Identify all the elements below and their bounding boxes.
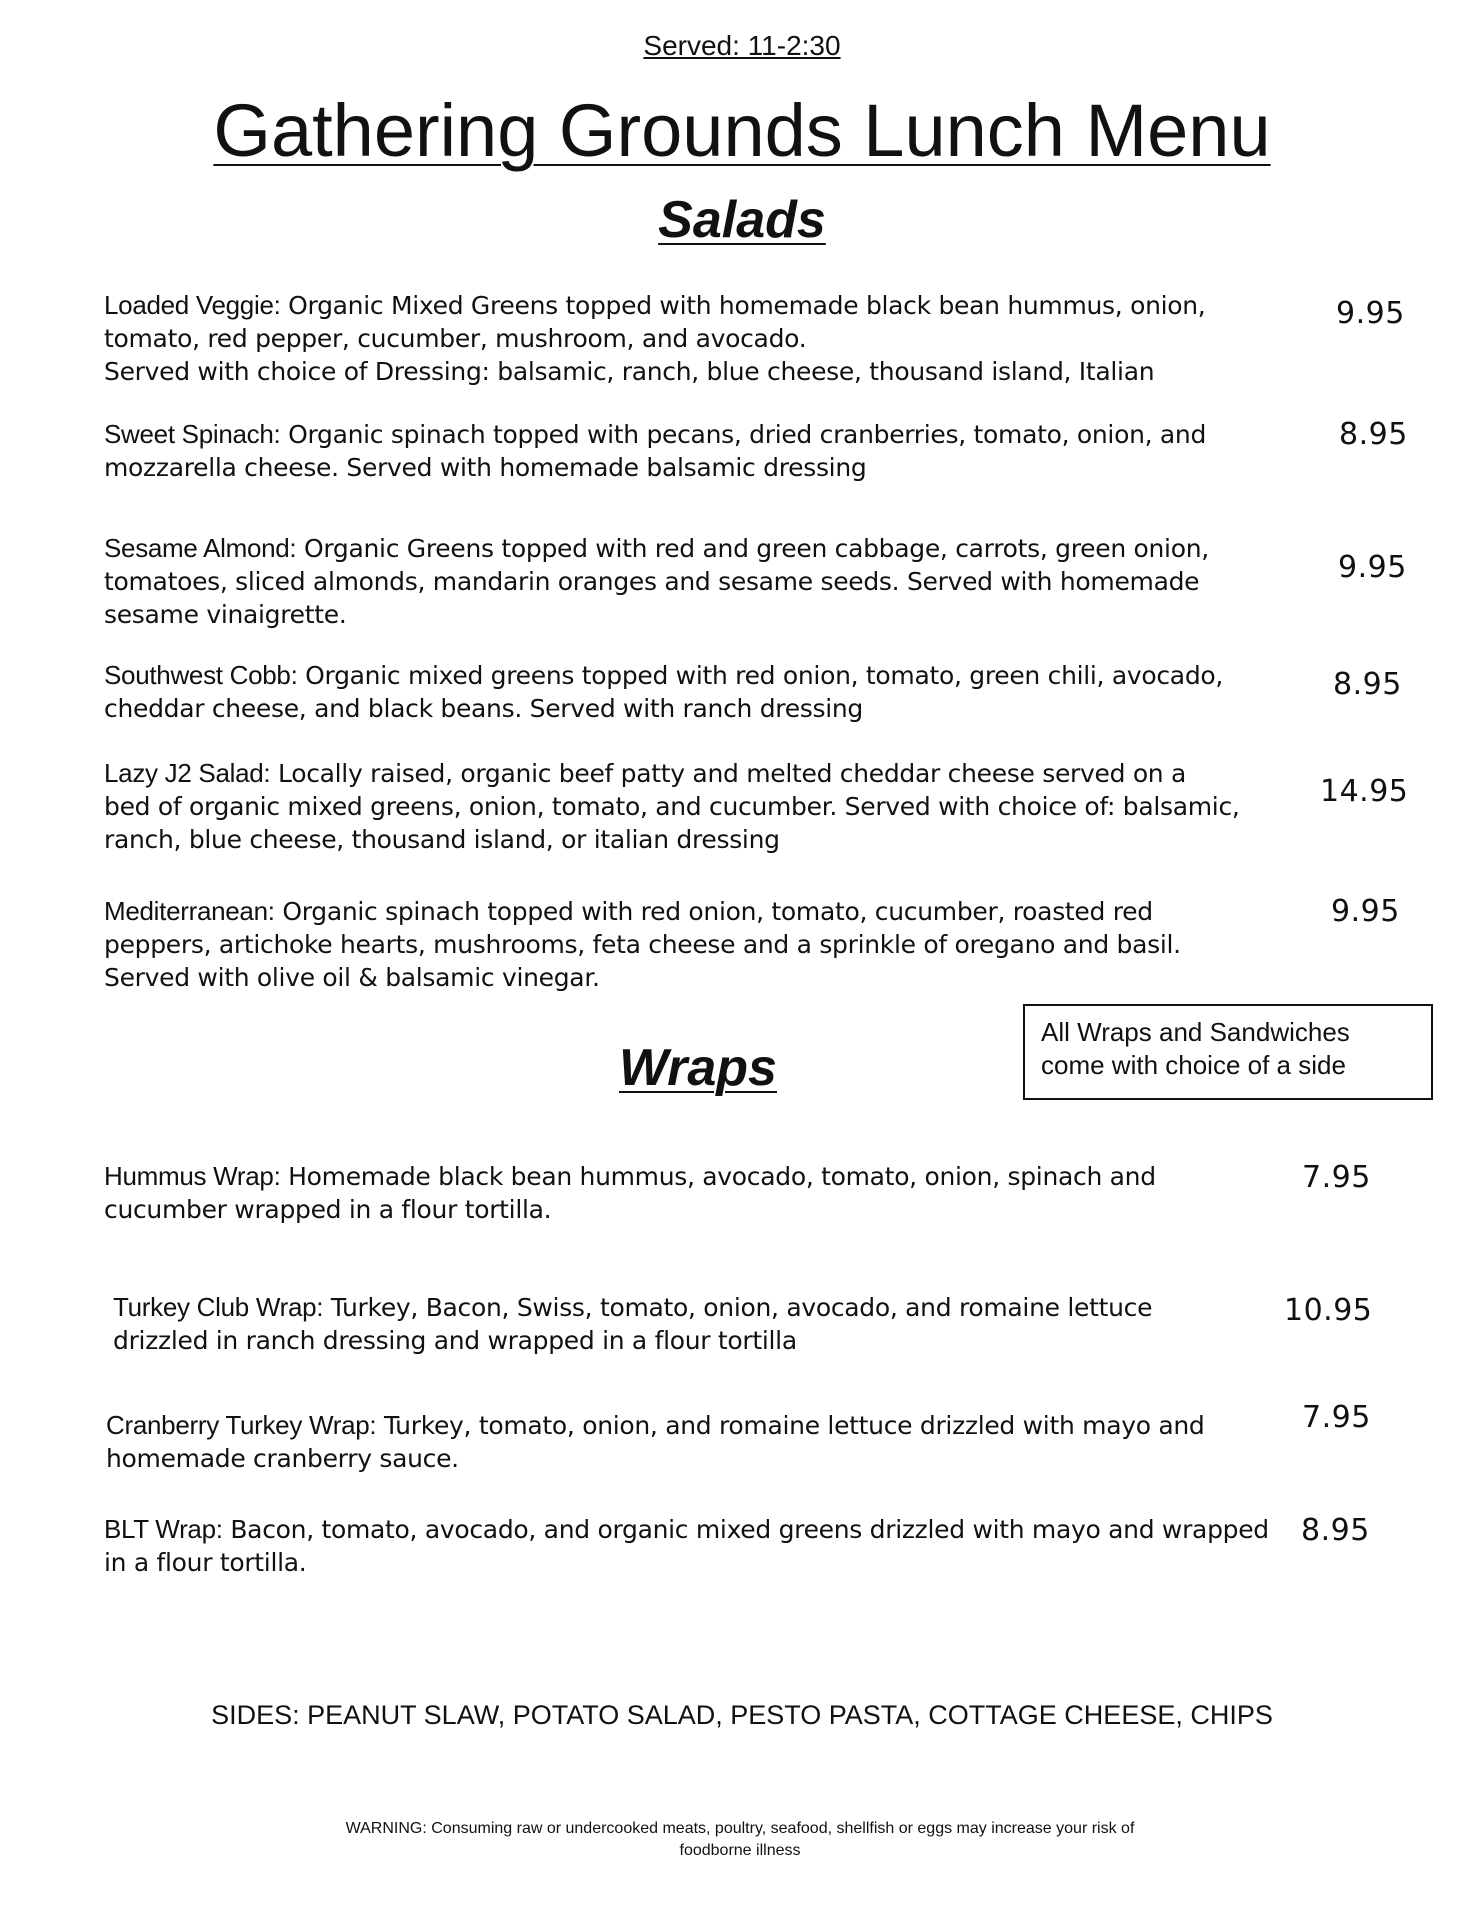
food-safety-warning — [240, 1818, 1240, 1862]
item-price: 14.95 — [1320, 774, 1409, 809]
warning-line: foodborne illness — [679, 1842, 801, 1859]
item-price: 7.95 — [1302, 1400, 1371, 1435]
menu-item-blt-wrap — [104, 1513, 1284, 1579]
item-price: 10.95 — [1284, 1293, 1373, 1328]
item-price: 7.95 — [1302, 1160, 1371, 1195]
sides-notice-box — [1023, 1004, 1433, 1100]
item-description: Homemade black bean hummus, avocado, tomato, onion, spinach and — [280, 1162, 1156, 1191]
item-description: Turkey, Bacon, Swiss, tomato, onion, avocado, and romaine lettuce — [323, 1293, 1153, 1322]
menu-item-mediterranean — [104, 895, 1264, 994]
item-description: Bacon, tomato, avocado, and organic mixed greens drizzled with mayo and wrapped — [222, 1515, 1269, 1544]
notice-line: come with choice of a side — [1041, 1050, 1346, 1080]
item-price: 8.95 — [1339, 417, 1408, 452]
item-description: peppers, artichoke hearts, mushrooms, feta cheese and a sprinkle of oregano and basil. — [104, 930, 1181, 959]
item-name: Sweet Spinach: — [104, 419, 281, 449]
item-price: 9.95 — [1338, 550, 1407, 585]
item-name: Sesame Almond: — [104, 533, 297, 563]
item-name: Lazy J2 Salad: — [104, 758, 271, 788]
item-description: tomato, red pepper, cucumber, mushroom, and avocado. — [104, 324, 807, 353]
item-description: sesame vinaigrette. — [104, 600, 347, 629]
item-price: 9.95 — [1336, 296, 1405, 331]
item-description: Organic Mixed Greens topped with homemade black bean hummus, onion, — [280, 291, 1206, 320]
item-description: cheddar cheese, and black beans. Served with ranch dressing — [104, 694, 863, 723]
item-name: Hummus Wrap: — [104, 1161, 281, 1191]
item-name: Cranberry Turkey Wrap: — [106, 1410, 377, 1440]
item-description: Turkey, tomato, onion, and romaine lettuce drizzled with mayo and — [376, 1411, 1205, 1440]
item-name: BLT Wrap: — [104, 1514, 223, 1544]
item-description: Organic spinach topped with red onion, tomato, cucumber, roasted red — [274, 897, 1153, 926]
item-description: in a flour tortilla. — [104, 1548, 307, 1577]
item-name: Turkey Club Wrap: — [113, 1292, 324, 1322]
item-description: tomatoes, sliced almonds, mandarin oranges and sesame seeds. Served with homemade — [104, 567, 1200, 596]
sides-list: SIDES: PEANUT SLAW, POTATO SALAD, PESTO PASTA, COTTAGE CHEESE, CHIPS — [211, 1700, 1273, 1730]
item-price: 9.95 — [1331, 894, 1400, 929]
menu-item-loaded-veggie — [104, 289, 1264, 388]
served-hours: Served: 11-2:30 — [643, 30, 841, 61]
item-description: Organic Greens topped with red and green cabbage, carrots, green onion, — [296, 534, 1209, 563]
menu-item-hummus-wrap — [104, 1160, 1264, 1226]
item-description: Served with olive oil & balsamic vinegar. — [104, 963, 600, 992]
wraps-heading: Wraps — [619, 1039, 777, 1097]
item-description: Served with choice of Dressing: balsamic, ranch, blue cheese, thousand island, Italian — [104, 357, 1155, 386]
item-name: Southwest Cobb: — [104, 660, 298, 690]
menu-item-cranberry-turkey-wrap — [106, 1409, 1266, 1475]
page-title: Gathering Grounds Lunch Menu — [213, 89, 1271, 172]
menu-item-turkey-club-wrap — [113, 1291, 1273, 1357]
item-description: Locally raised, organic beef patty and melted cheddar cheese served on a — [270, 759, 1187, 788]
salads-heading: Salads — [658, 191, 826, 249]
item-name: Mediterranean: — [104, 896, 275, 926]
item-description: cucumber wrapped in a flour tortilla. — [104, 1195, 552, 1224]
item-description: Organic mixed greens topped with red onion, tomato, green chili, avocado, — [297, 661, 1224, 690]
item-description: ranch, blue cheese, thousand island, or italian dressing — [104, 825, 780, 854]
menu-item-lazy-j2-salad — [104, 757, 1264, 856]
warning-line: WARNING: Consuming raw or undercooked meats, poultry, seafood, shellfish or eggs may increase your risk of — [345, 1820, 1135, 1837]
item-price: 8.95 — [1301, 1513, 1370, 1548]
item-description: mozzarella cheese. Served with homemade balsamic dressing — [104, 453, 867, 482]
item-price: 8.95 — [1333, 667, 1402, 702]
item-description: Organic spinach topped with pecans, dried cranberries, tomato, onion, and — [280, 420, 1207, 449]
menu-item-southwest-cobb — [104, 659, 1264, 725]
menu-item-sesame-almond — [104, 532, 1264, 631]
item-description: homemade cranberry sauce. — [106, 1444, 459, 1473]
item-name: Loaded Veggie: — [104, 290, 281, 320]
item-description: bed of organic mixed greens, onion, tomato, and cucumber. Served with choice of: balsamic, — [104, 792, 1240, 821]
menu-item-sweet-spinach — [104, 418, 1264, 484]
notice-line: All Wraps and Sandwiches — [1041, 1017, 1350, 1047]
item-description: drizzled in ranch dressing and wrapped in a flour tortilla — [113, 1326, 797, 1355]
